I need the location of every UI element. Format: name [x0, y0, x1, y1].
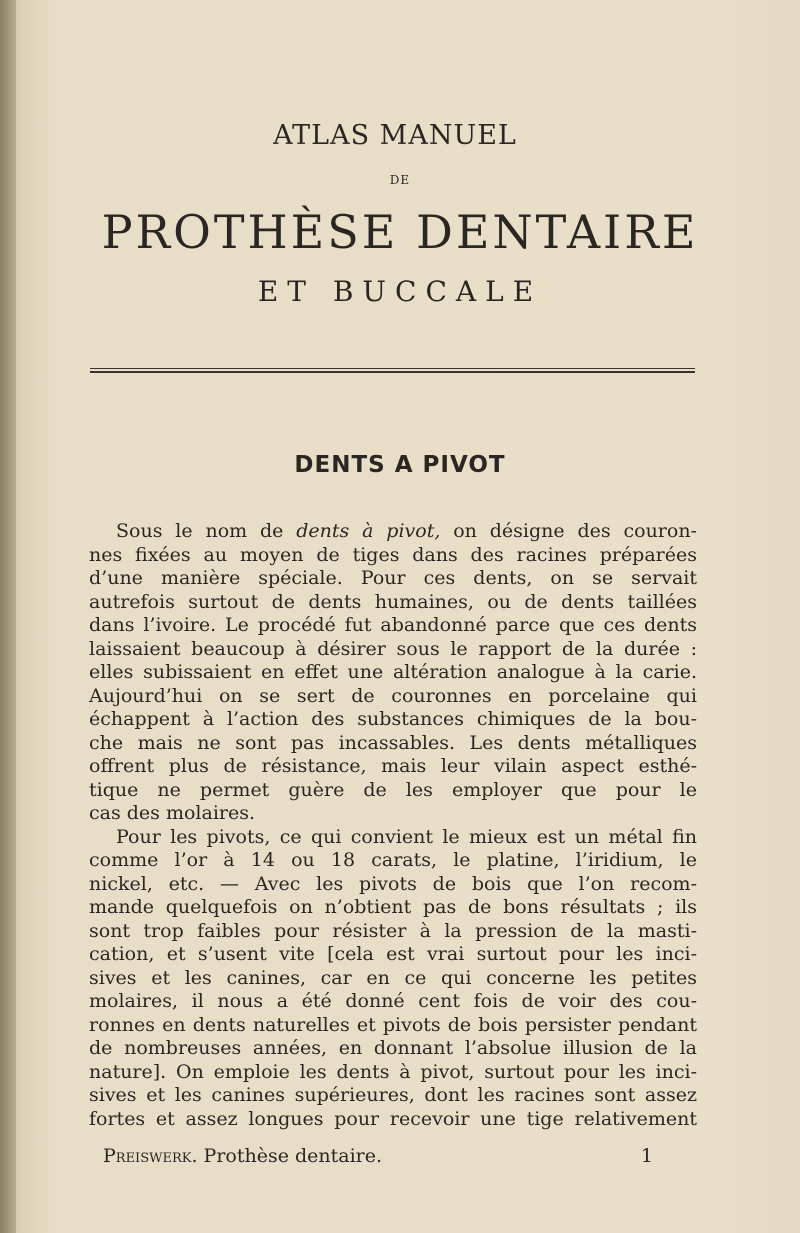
- signature-mark: 1: [640, 1145, 653, 1167]
- text-line: comme l’or à 14 ou 18 carats, le platine, l’iridium, le: [89, 849, 697, 871]
- paragraph-1-first-line: [89, 520, 697, 544]
- text-span: Sous le nom de: [116, 520, 297, 542]
- text-line: sives et les canines supérieures, dont les racines sont assez: [89, 1084, 697, 1106]
- text-line: dans l’ivoire. Le procédé fut abandonné parce que ces dents: [89, 614, 697, 636]
- footer-title: Prothèse dentaire.: [203, 1145, 383, 1167]
- text-line: nickel, etc. — Avec les pivots de bois que l’on recom-: [89, 872, 697, 895]
- page-footer: [103, 1145, 653, 1167]
- text-line: nes fixées au moyen de tiges dans des racines préparées: [89, 543, 697, 566]
- body-text: [89, 520, 697, 1131]
- title-connector: DE: [389, 173, 411, 187]
- series-title: ATLAS MANUEL: [273, 120, 517, 151]
- text-line: molaires, il nous a été donné cent fois de voir des cou-: [89, 990, 697, 1012]
- text-line: autrefois surtout de dents humaines, ou de dents taillées: [89, 590, 697, 613]
- text-line: sives et les canines, car en ce qui concerne les petites: [89, 966, 697, 989]
- footer-running-title: [103, 1145, 382, 1167]
- text-line: tique ne permet guère de les employer que pour le: [89, 778, 697, 801]
- title-block: [0, 120, 800, 308]
- book-title: PROTHÈSE DENTAIRE: [101, 205, 699, 259]
- text-line: ronnes en dents naturelles et pivots de bois persister pendant: [89, 1013, 697, 1036]
- text-line: Aujourd’hui on se sert de couronnes en porcelaine qui: [89, 684, 697, 707]
- italic-term: dents à pivot,: [296, 520, 441, 542]
- text-line: elles subissaient en effet une altération analogue à la carie.: [89, 661, 697, 683]
- text-line: sont trop faibles pour résister à la pression de la masti-: [89, 919, 697, 942]
- text-line: cation, et s’usent vite [cela est vrai surtout pour les inci-: [89, 943, 697, 965]
- text-line: fortes et assez longues pour recevoir une tige relativement: [89, 1107, 697, 1130]
- text-line: Pour les pivots, ce qui convient le mieux est un métal fin: [116, 825, 697, 848]
- footer-author: Preiswerk.: [103, 1145, 198, 1167]
- text-line: de nombreuses années, en donnant l’absolue illusion de la: [89, 1037, 697, 1059]
- text-line: laissaient beaucoup à désirer sous le rapport de la durée :: [89, 637, 697, 660]
- title-rule: [90, 368, 695, 373]
- text-line: d’une manière spéciale. Pour ces dents, on se servait: [89, 567, 697, 589]
- text-line: offrent plus de résistance, mais leur vilain aspect esthé-: [89, 755, 697, 777]
- text-line: cas des molaires.: [89, 802, 256, 824]
- text-span: on désigne des couron-: [440, 520, 697, 542]
- book-subtitle: ET BUCCALE: [257, 275, 543, 308]
- section-title: DENTS A PIVOT: [294, 452, 506, 478]
- text-line: échappent à l’action des substances chimiques de la bou-: [89, 708, 697, 730]
- text-line: mande quelquefois on n’obtient pas de bons résultats ; ils: [89, 896, 697, 918]
- text-line: che mais ne sont pas incassables. Les dents métalliques: [89, 731, 697, 754]
- text-line: nature]. On emploie les dents à pivot, surtout pour les inci-: [89, 1060, 697, 1083]
